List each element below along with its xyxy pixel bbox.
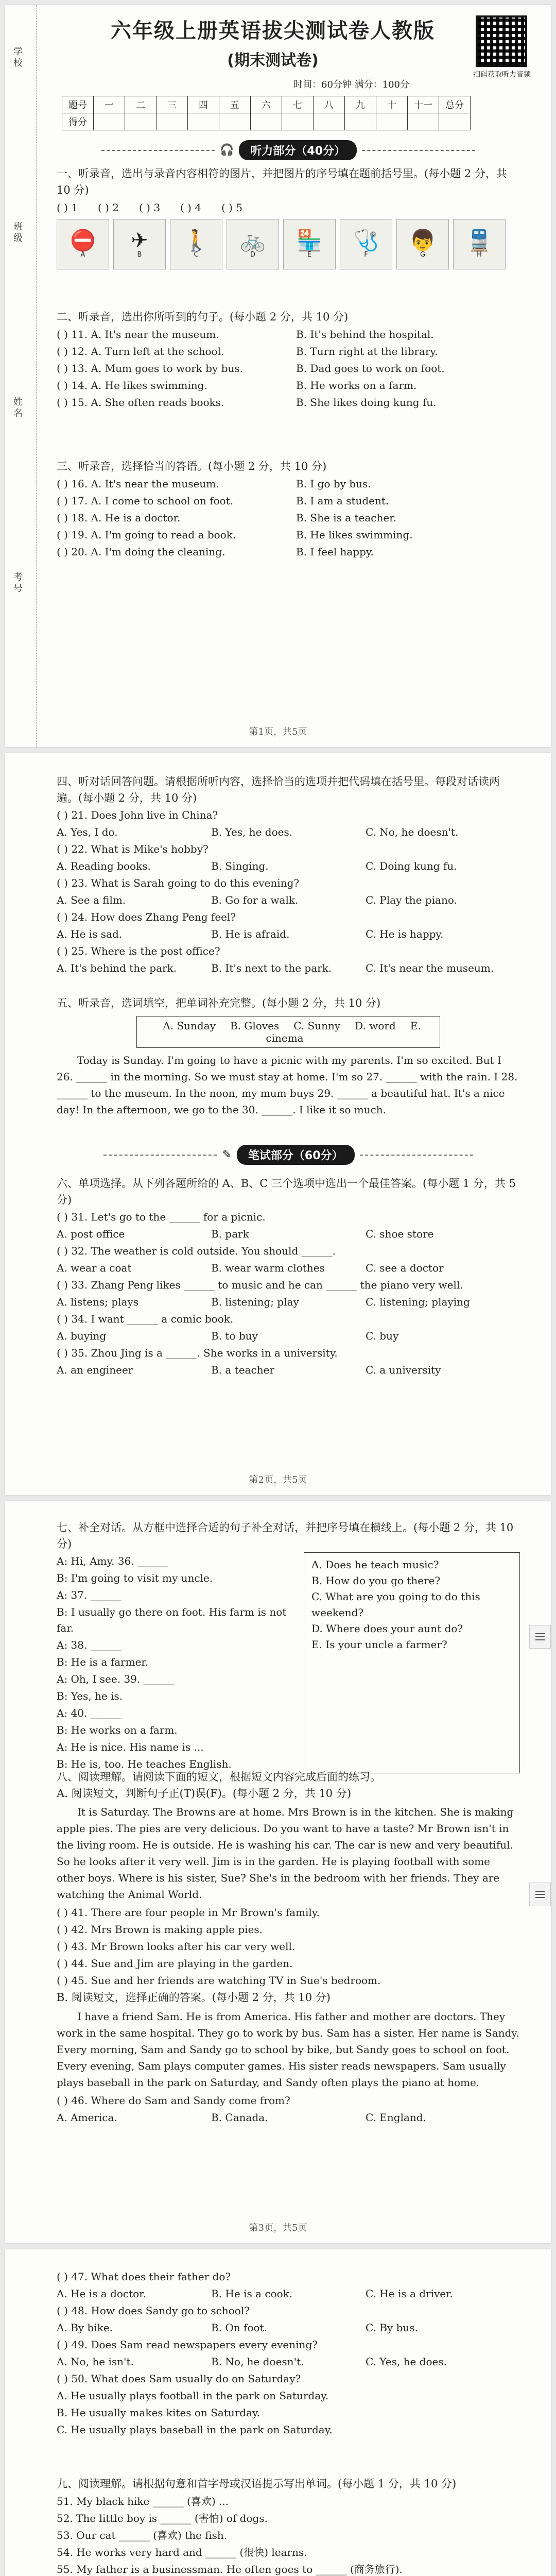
list-item[interactable]: ( ) 15. A. She often reads books. B. She likes doing kung fu. [57, 396, 437, 409]
score-cell: 九 [345, 96, 376, 113]
section-8b-title: B. 阅读短文，选择正确的答案。(每小题 2 分，共 10 分) [57, 1991, 331, 2004]
list-item[interactable]: ( ) 13. A. Mum goes to work by bus. B. Dad goes to work on foot. [57, 362, 445, 375]
list-item[interactable]: ( ) 18. A. He is a doctor. B. She is a teacher. [57, 511, 396, 524]
option-item: A. Does he teach music? [311, 1558, 439, 1571]
score-cell: 八 [314, 96, 345, 113]
exam-title: 六年级上册英语拔尖测试卷人教版 [111, 19, 435, 43]
picture-hiking: 🚶 C [170, 219, 222, 269]
list-item[interactable]: 53. Our cat ______ (喜欢) the fish. [57, 2529, 228, 2541]
option-box [304, 1552, 520, 1773]
exam-meta: 时间：60分钟 满分：100分 [293, 79, 409, 90]
boy-icon: 👦 [410, 228, 436, 252]
section-3 [57, 459, 520, 561]
list-item[interactable]: ( ) 43. Mr Brown looks after his car very well. [57, 1940, 296, 1953]
score-cell: 三 [157, 96, 188, 113]
dialog-line: B: He is, too. He teaches English. [57, 1758, 232, 1770]
score-cell: 得分 [62, 113, 94, 130]
pencil-icon: ✎ [222, 1148, 232, 1161]
score-cell: 五 [219, 96, 251, 113]
list-item[interactable]: 55. My father is a businessman. He often goes to ______ (商务旅行). [57, 2563, 403, 2575]
dialog-line: B: I'm going to visit my uncle. [57, 1572, 213, 1584]
score-cell: 十一 [408, 96, 439, 113]
reading-passage-a: It is Saturday. The Browns are at home. Mrs Brown is in the kitchen. She is making apple pies. The pies are very delicious. Do you want to have a taste? Mr Brown isn't in the living room. He is outside. He is washing his car. The car is new and very beautiful. So he looks after it very well. Jim is in the garden. He is playing football with some other boys. Where is his sister, Sue? She's in the bedroom with her friends. They are watching the Animal World. [57, 1806, 514, 1901]
score-table [62, 96, 471, 130]
traffic-sign-icon: ⛔ [70, 228, 96, 252]
list-item[interactable]: ( ) 33. Zhang Peng likes ______ to music and he can ______ the piano very well. A. listens; plays B. listening; play C. listening; playing [57, 1279, 470, 1308]
list-item[interactable]: ( ) 45. Sue and her friends are watching TV in Sue's bedroom. [57, 1974, 381, 1987]
binding-label-name: 姓名 [12, 397, 23, 419]
page-footer: 第1页，共5页 [249, 726, 307, 737]
score-cell: 题号 [62, 96, 94, 113]
section-3-title: 三、听录音，选择恰当的答语。(每小题 2 分，共 10 分) [57, 460, 327, 472]
menu-icon[interactable] [529, 1883, 551, 1906]
section-9 [57, 2476, 520, 2576]
exam-subtitle: (期末测试卷) [227, 52, 319, 70]
plane-icon: ✈ [131, 228, 148, 252]
list-item[interactable]: ( ) 14. A. He likes swimming. B. He works on a farm. [57, 379, 417, 392]
score-cell: 一 [94, 96, 125, 113]
score-cell: 七 [282, 96, 314, 113]
list-item[interactable]: 54. He works very hard and ______ (很快) learns. [57, 2546, 307, 2558]
dialog-line[interactable]: A: 40. ______ [57, 1707, 121, 1719]
picture-row [57, 219, 520, 269]
list-item[interactable]: ( ) 35. Zhou Jing is a ______. She works in a university. A. an engineer B. a teacher C. a university [57, 1347, 441, 1376]
section-8 [57, 1769, 520, 2126]
section-2-title: 二、听录音，选出你所听到的句子。(每小题 2 分，共 10 分) [57, 311, 349, 323]
picture-train: 🚆 H [453, 219, 506, 269]
picture-plane: ✈ B [113, 219, 166, 269]
score-cell[interactable] [376, 113, 408, 130]
section-6-title: 六、单项选择。从下列各题所给的 A、B、C 三个选项中选出一个最佳答案。(每小题 1 分，共 5 分) [57, 1177, 516, 1206]
option-item: E. Is your uncle a farmer? [311, 1638, 447, 1651]
dialog-lines [57, 1552, 291, 1773]
section-2 [57, 309, 520, 412]
binding-label-class: 班级 [12, 222, 23, 244]
listening-banner-label: 听力部分（40分） [239, 140, 357, 160]
dialog-line[interactable]: A: 37. ______ [57, 1589, 121, 1601]
dialog-line: B: Yes, he is. [57, 1690, 123, 1702]
dialog-line[interactable]: A: Oh, I see. 39. ______ [57, 1673, 175, 1685]
answer-slot[interactable]: ( ) 1 [57, 201, 78, 214]
score-cell[interactable] [125, 113, 157, 130]
bike-icon: 🚲 [240, 228, 266, 252]
dialog-line[interactable]: A: 38. ______ [57, 1639, 121, 1651]
word-box: A. Sunday B. Gloves C. Sunny D. word E. cinema [136, 1016, 440, 1048]
headphones-icon: 🎧 [219, 144, 234, 157]
dialog-line: B: He is a farmer. [57, 1656, 149, 1668]
list-item[interactable]: ( ) 23. What is Sarah going to do this evening? A. See a film. B. Go for a walk. C. Play the piano. [57, 877, 457, 906]
section-9-title: 九、阅读理解。请根据句意和首字母或汉语提示写出单词。(每小题 1 分，共 10 分) [57, 2478, 457, 2490]
list-item[interactable]: ( ) 25. Where is the post office? A. It's behind the park. B. It's next to the park. C. It's near the museum. [57, 945, 494, 974]
train-icon: 🚆 [466, 228, 492, 252]
picture-traffic-sign: ⛔ A [57, 219, 109, 269]
score-cell[interactable] [439, 113, 471, 130]
written-banner [57, 1145, 520, 1165]
score-cell[interactable] [408, 113, 439, 130]
listening-banner [57, 140, 520, 160]
written-banner-label: 笔试部分（60分） [237, 1145, 355, 1165]
list-item[interactable]: 51. My black hike ______ (喜欢) ... [57, 2495, 229, 2507]
score-cell: 十 [376, 96, 408, 113]
list-item[interactable]: ( ) 41. There are four people in Mr Brown's family. [57, 1906, 320, 1919]
list-item[interactable]: ( ) 31. Let's go to the ______ for a picnic. A. post office B. park C. shoe store [57, 1211, 434, 1240]
answer-slot[interactable]: ( ) 4 [180, 201, 202, 214]
score-cell: 二 [125, 96, 157, 113]
list-item[interactable]: ( ) 21. Does John live in China? A. Yes, I do. B. Yes, he does. C. No, he doesn't. [57, 809, 459, 838]
exam-page-2 [5, 753, 551, 1495]
section-8a-title: A. 阅读短文，判断句子正(T)误(F)。(每小题 2 分，共 10 分) [57, 1787, 352, 1800]
score-table-header [62, 96, 471, 113]
section-7-title: 七、补全对话。从方框中选择合适的句子补全对话，并把序号填在横线上。(每小题 2 分，共 10 分) [57, 1521, 514, 1550]
answer-number-row [57, 201, 520, 214]
list-item[interactable]: ( ) 48. How does Sandy go to school? A. By bike. B. On foot. C. By bus. [57, 2304, 418, 2334]
cloze-passage[interactable]: Today is Sunday. I'm going to have a picnic with my parents. I'm so excited. But I 26. ______ in the morning. So we must stay at home. I'm so 27. ______ with the rain. I 28. ______ to the museum. In the noon, my mum buys 29. ______ a beautiful hat. It's a nice day! In the afternoon, we go to the 30. ______. I like it so much. [57, 1054, 518, 1116]
picture-bike: 🚲 D [227, 219, 279, 269]
score-cell[interactable] [345, 113, 376, 130]
list-item[interactable]: ( ) 50. What does Sam usually do on Saturday? A. He usually plays football in the park on Saturday. B. He usually makes kites on Saturday. C. He usually plays baseball in the park on Saturday. [57, 2372, 333, 2436]
list-item[interactable]: ( ) 11. A. It's near the museum. B. It's behind the hospital. [57, 328, 434, 341]
list-item[interactable]: 52. The little boy is ______ (害怕) of dogs. [57, 2512, 268, 2524]
score-cell[interactable] [94, 113, 125, 130]
list-item[interactable]: ( ) 32. The weather is cold outside. You should ______. A. wear a coat B. wear warm clothes C. see a doctor [57, 1245, 444, 1274]
score-cell: 总分 [439, 96, 471, 113]
qr-code-icon[interactable] [476, 15, 527, 67]
section-6 [57, 1176, 520, 1378]
section-4 [57, 774, 520, 976]
list-item[interactable]: ( ) 22. What is Mike's hobby? A. Reading books. B. Singing. C. Doing kung fu. [57, 843, 457, 872]
list-item[interactable]: ( ) 44. Sue and Jim are playing in the garden. [57, 1957, 293, 1970]
dialog-area [57, 1552, 520, 1773]
score-table-row [62, 113, 471, 130]
binding-strip [5, 5, 37, 747]
page-footer: 第3页，共5页 [249, 2223, 307, 2233]
binding-label-number: 考号 [12, 572, 23, 595]
reading-passage-b: I have a friend Sam. He is from America. His father and mother are doctors. They work in the same hospital. They go to work by bus. Sam has a sister. Her name is Sandy. Every morning, Sam and Sandy go to school by bike, but Sandy goes to school on foot. Every evening, Sam plays computer games. His sister reads newspapers. Sam usually plays baseball in the park on Saturday, and Sandy often plays the piano at home. [57, 2010, 519, 2089]
menu-icon[interactable] [529, 1625, 551, 1649]
section-1 [57, 166, 520, 269]
doctor-icon: 🩺 [353, 228, 379, 252]
list-item[interactable]: ( ) 34. I want ______ a comic book. A. buying B. to buy C. buy [57, 1313, 399, 1342]
answer-slot[interactable]: ( ) 5 [221, 201, 243, 214]
option-item: D. Where does your aunt do? [311, 1622, 463, 1635]
list-item[interactable]: ( ) 19. A. I'm going to read a book. B. He likes swimming. [57, 528, 413, 541]
qr-caption: 扫码获取听力音频 [473, 71, 531, 79]
score-cell: 四 [188, 96, 219, 113]
list-item[interactable]: ( ) 24. How does Zhang Peng feel? A. He is sad. B. He is afraid. C. He is happy. [57, 911, 444, 940]
score-cell[interactable] [314, 113, 345, 130]
score-cell[interactable] [219, 113, 251, 130]
exam-page-4 [5, 2249, 551, 2576]
list-item[interactable]: ( ) 20. A. I'm doing the cleaning. B. I feel happy. [57, 545, 374, 558]
picture-doctor: 🩺 F [340, 219, 392, 269]
exam-page-1 [5, 5, 551, 747]
exam-page-3 [5, 1501, 551, 2243]
list-item[interactable]: ( ) 46. Where do Sam and Sandy come from? A. America. B. Canada. C. England. [57, 2094, 426, 2124]
list-item[interactable]: ( ) 16. A. It's near the museum. B. I go by bus. [57, 477, 371, 490]
section-8-title: 八、阅读理解。请阅读下面的短文，根据短文内容完成后面的练习。 [57, 1771, 381, 1783]
list-item[interactable]: ( ) 17. A. I come to school on foot. B. I am a student. [57, 494, 389, 507]
dialog-line: B: He works on a farm. [57, 1724, 178, 1736]
store-icon: 🏪 [297, 228, 322, 252]
answer-slot[interactable]: ( ) 3 [139, 201, 161, 214]
hiking-icon: 🚶 [183, 228, 209, 252]
section-7 [57, 1520, 520, 1773]
binding-label-school: 学校 [12, 46, 23, 69]
section-1-title: 一、听录音，选出与录音内容相符的图片，并把图片的序号填在题前括号里。(每小题 2 分，共 10 分) [57, 167, 507, 196]
score-cell: 六 [251, 96, 282, 113]
dialog-line: A: He is nice. His name is ... [57, 1741, 204, 1753]
score-cell[interactable] [251, 113, 282, 130]
answer-slot[interactable]: ( ) 2 [98, 201, 119, 214]
score-cell[interactable] [188, 113, 219, 130]
section-5 [57, 995, 520, 1120]
score-cell[interactable] [157, 113, 188, 130]
picture-boy: 👦 G [396, 219, 449, 269]
dialog-line: B: I usually go there on foot. His farm is not far. [57, 1606, 287, 1634]
section-5-title: 五、听录音，选词填空，把单词补充完整。(每小题 2 分，共 10 分) [57, 997, 381, 1009]
page-footer: 第2页，共5页 [249, 1475, 307, 1485]
score-cell[interactable] [282, 113, 314, 130]
option-item: C. What are you going to do this weekend? [311, 1590, 480, 1619]
list-item[interactable]: ( ) 42. Mrs Brown is making apple pies. [57, 1923, 263, 1936]
option-item: B. How do you go there? [311, 1574, 441, 1587]
section-4-title: 四、听对话回答问题。请根据所听内容，选择恰当的选项并把代码填在括号里。每段对话读两遍。(每小题 2 分，共 10 分) [57, 775, 500, 804]
list-item[interactable]: ( ) 12. A. Turn left at the school. B. Turn right at the library. [57, 345, 438, 358]
list-item[interactable]: ( ) 49. Does Sam read newspapers every evening? A. No, he isn't. B. No, he doesn't. C. Yes, he does. [57, 2338, 447, 2368]
list-item[interactable]: ( ) 47. What does their father do? A. He is a doctor. B. He is a cook. C. He is a driver. [57, 2270, 453, 2300]
dialog-line[interactable]: A: Hi, Amy. 36. ______ [57, 1555, 169, 1567]
section-8b-continued [57, 2268, 520, 2439]
picture-supermarket: 🏪 E [283, 219, 336, 269]
